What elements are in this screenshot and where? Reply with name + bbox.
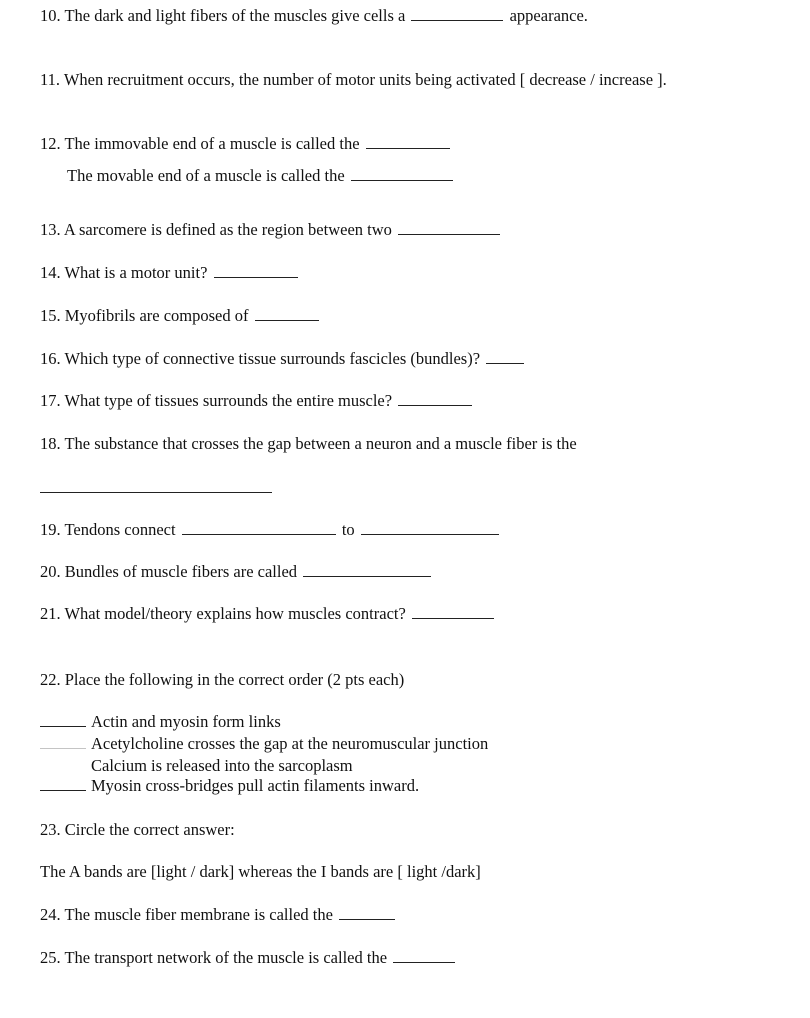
answer-blank-20[interactable] <box>303 562 431 577</box>
order-item-3 <box>40 756 353 776</box>
order-blank-3[interactable] <box>40 756 86 771</box>
question-10-suffix: appearance. <box>509 6 588 25</box>
question-19-connector: to <box>341 520 355 539</box>
question-16-text: 16. Which type of connective tissue surrounds fascicles (bundles)? <box>40 349 481 368</box>
question-20 <box>40 562 433 582</box>
order-item-2 <box>40 734 488 754</box>
question-20-text: 20. Bundles of muscle fibers are called <box>40 562 298 581</box>
answer-blank-10[interactable] <box>411 6 503 21</box>
question-10-text: 10. The dark and light fibers of the muscles give cells a <box>40 6 406 25</box>
answer-blank-13[interactable] <box>398 220 500 235</box>
answer-blank-18[interactable] <box>40 478 272 493</box>
question-18-text: 18. The substance that crosses the gap between a neuron and a muscle fiber is the <box>40 434 577 453</box>
question-18-answer-line <box>40 478 274 498</box>
question-15 <box>40 306 321 326</box>
question-17-text: 17. What type of tissues surrounds the entire muscle? <box>40 391 393 410</box>
question-23-title: 23. Circle the correct answer: <box>40 820 235 839</box>
answer-blank-15[interactable] <box>255 306 319 321</box>
answer-blank-12a[interactable] <box>366 134 450 149</box>
question-11-text: 11. When recruitment occurs, the number of motor units being activated [ decrease / increase ]. <box>40 70 667 89</box>
answer-blank-21[interactable] <box>412 604 494 619</box>
answer-blank-12b[interactable] <box>351 166 453 181</box>
answer-blank-24[interactable] <box>339 905 395 920</box>
order-item-1 <box>40 712 281 732</box>
question-10 <box>40 6 588 26</box>
question-25 <box>40 948 457 968</box>
question-24 <box>40 905 397 925</box>
order-blank-4[interactable] <box>40 776 86 791</box>
order-blank-2[interactable] <box>40 734 86 749</box>
question-16 <box>40 349 526 369</box>
question-18 <box>40 434 577 454</box>
question-22 <box>40 670 404 690</box>
question-19-text: 19. Tendons connect <box>40 520 176 539</box>
answer-blank-19a[interactable] <box>182 520 336 535</box>
question-21 <box>40 604 496 624</box>
question-22-title: 22. Place the following in the correct order (2 pts each) <box>40 670 405 689</box>
answer-blank-19b[interactable] <box>361 520 499 535</box>
question-24-text: 24. The muscle fiber membrane is called the <box>40 905 333 924</box>
answer-blank-17[interactable] <box>398 391 472 406</box>
answer-blank-16[interactable] <box>486 349 524 364</box>
question-12-line1: 12. The immovable end of a muscle is called the <box>40 134 360 153</box>
question-19 <box>40 520 501 540</box>
question-13 <box>40 220 502 240</box>
question-14 <box>40 263 300 283</box>
question-13-text: 13. A sarcomere is defined as the region between two <box>40 220 392 239</box>
question-15-text: 15. Myofibrils are composed of <box>40 306 249 325</box>
question-12-movable <box>67 166 455 186</box>
question-25-text: 25. The transport network of the muscle is called the <box>40 948 388 967</box>
question-11 <box>40 70 667 90</box>
order-item-4 <box>40 776 419 796</box>
order-item-label: Acetylcholine crosses the gap at the neuromuscular junction <box>91 734 489 753</box>
question-23 <box>40 820 235 840</box>
answer-blank-25[interactable] <box>393 948 455 963</box>
question-17 <box>40 391 474 411</box>
question-14-text: 14. What is a motor unit? <box>40 263 208 282</box>
question-21-text: 21. What model/theory explains how muscles contract? <box>40 604 406 623</box>
question-23-statement <box>40 862 481 882</box>
order-item-label: Calcium is released into the sarcoplasm <box>91 756 353 775</box>
order-blank-1[interactable] <box>40 712 86 727</box>
order-item-label: Actin and myosin form links <box>91 712 281 731</box>
answer-blank-14[interactable] <box>214 263 298 278</box>
order-item-label: Myosin cross-bridges pull actin filaments inward. <box>91 776 420 795</box>
question-12-line2: The movable end of a muscle is called the <box>67 166 345 185</box>
question-12-immovable <box>40 134 452 154</box>
question-23-text: The A bands are [light / dark] whereas the I bands are [ light /dark] <box>40 862 481 881</box>
